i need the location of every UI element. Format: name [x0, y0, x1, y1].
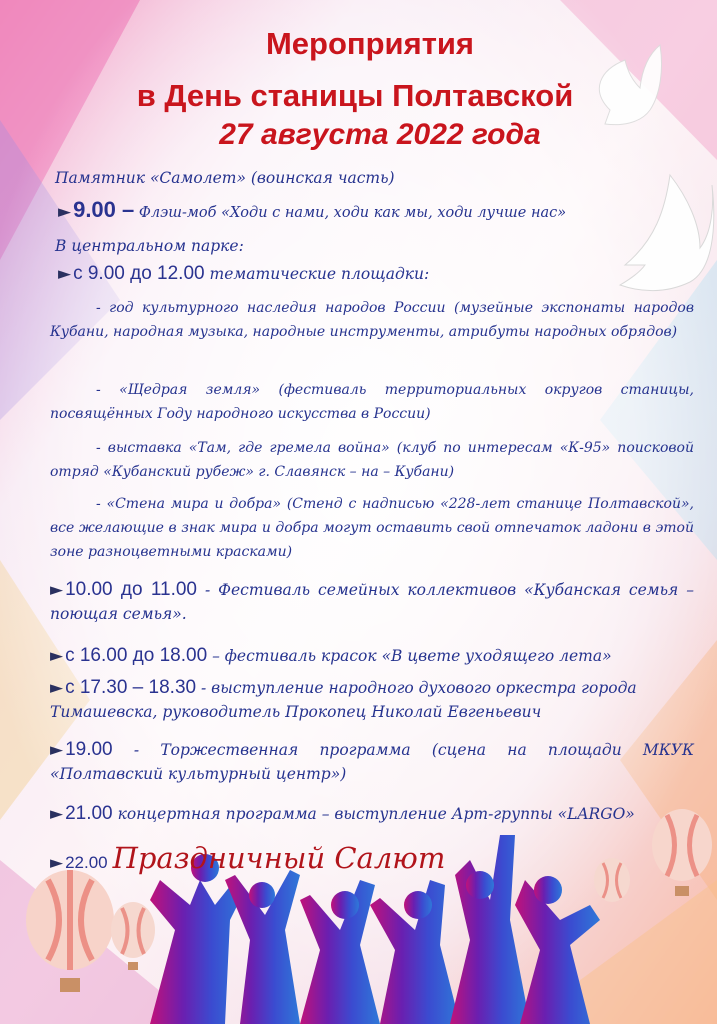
bullet-arrow-icon: ►: [50, 580, 64, 600]
flashmob-time: 9.00 –: [73, 197, 135, 222]
concert-time: 21.00: [65, 803, 113, 824]
title-line-1: Мероприятия: [265, 26, 475, 61]
bullet-arrow-icon: ►: [58, 264, 72, 284]
platforms-time: с 9.00 до 12.00: [73, 263, 205, 284]
colors-festival-item: [50, 644, 612, 668]
event-date: 27 августа 2022 года: [219, 118, 541, 151]
platform-generous-land: - «Щедрая земля» (фестиваль территориальных округов станицы, посвящённых Году народного искусства в России): [50, 382, 694, 422]
platform-heritage: - год культурного наследия народов России (музейные экспонаты народов Кубани, народная музыка, народные инструменты, атрибуты народных обрядов): [50, 300, 694, 340]
bullet-arrow-icon: ►: [50, 678, 64, 698]
flashmob-item: [58, 198, 566, 225]
family-festival-text: - Фестиваль семейных коллективов «Кубанская семья – поющая семья».: [50, 581, 694, 623]
park-heading: В центральном парке:: [55, 237, 244, 255]
title-line-2: в День станицы Полтавской: [136, 78, 574, 113]
bullet-arrow-icon: ►: [50, 646, 64, 666]
ceremony-text: - Торжественная программа (сцена на площади МКУК «Полтавский культурный центр»): [50, 741, 694, 783]
family-festival-item: [50, 578, 694, 626]
concert-item: [50, 802, 635, 826]
orchestra-time: с 17.30 – 18.30: [65, 677, 197, 698]
concert-text: концертная программа – выступление Арт-группы «LARGO»: [117, 805, 635, 823]
monument-location: Памятник «Самолет» (воинская часть): [55, 169, 395, 187]
ceremony-item: [50, 738, 694, 786]
platforms-text: тематические площадки:: [209, 265, 430, 283]
ceremony-time: 19.00: [65, 739, 113, 760]
bullet-arrow-icon: ►: [58, 202, 72, 222]
platform-peace-wall: - «Стена мира и добра» (Стенд с надписью «228-лет станице Полтавской», все желающие в знак мира и добра могут оставить свой отпечаток ладони в этой зоне разноцветными красками): [50, 496, 694, 560]
bullet-arrow-icon: ►: [50, 740, 64, 760]
salute-item: [50, 840, 445, 881]
flashmob-text: Флэш-моб «Ходи с нами, ходи как мы, ходи лучше нас»: [138, 205, 567, 221]
salute-time: 22.00: [65, 853, 108, 872]
colors-festival-text: – фестиваль красок «В цвете уходящего лета»: [212, 647, 612, 665]
orchestra-text: - выступление народного духового оркестра города Тимашевска, руководитель Прокопец Николай Евгеньевич: [50, 679, 637, 721]
bullet-arrow-icon: ►: [50, 853, 64, 873]
family-festival-time: 10.00 до 11.00: [65, 579, 197, 600]
orchestra-item: [50, 676, 694, 724]
bullet-arrow-icon: ►: [50, 804, 64, 824]
salute-text: Праздничный Салют: [112, 841, 446, 875]
platforms-item: [58, 262, 429, 286]
platform-war-exhibition: - выставка «Там, где гремела война» (клуб по интересам «К-95» поисковой отряд «Кубанский рубеж» г. Славянск – на – Кубани): [50, 440, 694, 480]
colors-festival-time: с 16.00 до 18.00: [65, 645, 208, 666]
